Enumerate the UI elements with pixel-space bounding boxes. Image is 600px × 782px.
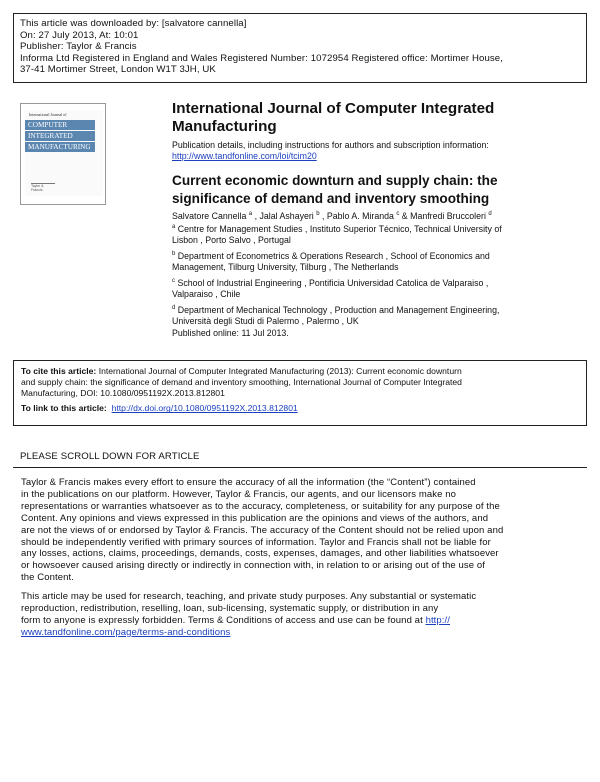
terms-link[interactable]: http:// <box>425 614 451 626</box>
affiliation-text: Centre for Management Studies , Instituto Superior Técnico, Technical University of <box>177 224 502 234</box>
affiliation-text: Valparaiso , Chile <box>172 289 241 300</box>
article-title-line: significance of demand and inventory smoothing <box>172 191 490 206</box>
citation-text: Manufacturing, DOI: 10.1080/0951192X.2013.812801 <box>21 387 225 398</box>
journal-url-link[interactable]: http://www.tandfonline.com/loi/tcim20 <box>172 151 317 161</box>
affiliation-text: Department of Econometrics & Operations Research , School of Economics and <box>177 251 490 261</box>
journal-title <box>172 100 572 136</box>
download-notice-line: Publisher: Taylor & Francis <box>20 41 137 53</box>
download-notice-line: 37-41 Mortimer Street, London W1T 3JH, UK <box>20 64 216 76</box>
affiliation-text: Università degli Studi di Palermo , Palermo , UK <box>172 316 359 327</box>
disclaimer-paragraph <box>21 591 581 639</box>
author-separator: & <box>399 211 411 221</box>
link-label: To link to this article: <box>21 403 107 414</box>
affiliation-mark: c <box>172 278 175 284</box>
author-name: Jalal Ashayeri <box>259 211 314 221</box>
affiliation <box>172 305 572 339</box>
affiliation-text: Management, Tilburg University, Tilburg , The Netherlands <box>172 262 399 273</box>
author-affiliation-mark: d <box>488 211 492 217</box>
download-notice-line: On: 27 July 2013, At: 10:01 <box>20 29 139 41</box>
download-notice-box <box>13 13 587 83</box>
author-affiliation-mark: c <box>396 211 400 217</box>
disclaimer-line: the Content. <box>21 572 74 584</box>
affiliation-text: Department of Mechanical Technology , Production and Management Engineering, <box>177 305 500 315</box>
affiliation-text: School of Industrial Engineering , Pontificia Universidad Catolica de Valparaiso , <box>177 278 489 288</box>
disclaimer-line: This article may be used for research, teaching, and private study purposes. Any substantial or systematic <box>21 591 477 602</box>
download-notice-line: Informa Ltd Registered in England and Wales Registered Number: 1072954 Registered office: Mortimer House, <box>20 52 503 64</box>
published-date: Published online: 11 Jul 2013. <box>172 327 289 338</box>
affiliation <box>172 251 572 274</box>
cover-title-bar <box>25 142 95 152</box>
citation-box <box>13 360 587 426</box>
author-affiliation-mark: b <box>316 211 320 217</box>
disclaimer-line: should be independently verified with primary sources of information. Taylor and Francis shall not be liable for <box>21 536 491 548</box>
journal-cover-image <box>20 103 106 205</box>
affiliation <box>172 224 572 247</box>
author-separator: , <box>252 211 260 221</box>
cover-publisher-logo: Taylor & Francis <box>31 183 55 190</box>
disclaimer-paragraph <box>21 477 581 584</box>
author-separator: , <box>319 211 327 221</box>
affiliation-mark: a <box>172 224 176 230</box>
disclaimer-line: Content. Any opinions and views expressed in this publication are the opinions and views of the authors, and <box>21 512 489 524</box>
author-name: Salvatore Cannella <box>172 211 247 221</box>
affiliation <box>172 278 572 301</box>
journal-title-line: Manufacturing <box>172 118 277 135</box>
terms-link[interactable]: www.tandfonline.com/page/terms-and-conditions <box>21 626 231 638</box>
cite-label: To cite this article: <box>21 366 97 376</box>
article-title-line: Current economic downturn and supply chain: the <box>172 173 498 188</box>
disclaimer-line: in the publications on our platform. However, Taylor & Francis, our agents, and our licensors make no <box>21 488 457 500</box>
article-title <box>172 172 582 208</box>
download-notice-line: This article was downloaded by: [salvatore cannella] <box>20 18 247 29</box>
cover-small-text: International Journal of <box>29 112 67 117</box>
affiliation-text: Lisbon , Porto Salvo , Portugal <box>172 235 291 246</box>
author-name: Pablo A. Miranda <box>326 211 394 221</box>
author-list <box>172 211 492 222</box>
cover-word: COMPUTER <box>28 121 68 129</box>
citation-text: International Journal of Computer Integrated Manufacturing (2013): Current economic downturn <box>98 366 462 376</box>
divider <box>13 467 587 468</box>
affiliation-mark: b <box>172 251 176 257</box>
cover-word: INTEGRATED <box>28 132 73 140</box>
cover-page <box>25 110 103 196</box>
disclaimer-line: representations or warranties whatsoever as to the accuracy, completeness, or suitability for any purpose of the <box>21 500 500 512</box>
scroll-notice: PLEASE SCROLL DOWN FOR ARTICLE <box>20 451 200 462</box>
publication-details-text: Publication details, including instructions for authors and subscription information: <box>172 140 489 150</box>
disclaimer-line: Taylor & Francis makes every effort to ensure the accuracy of all the information (the “Content”) contained <box>21 477 476 488</box>
cover-title-bar <box>25 120 95 130</box>
disclaimer-line: form to anyone is expressly forbidden. Terms & Conditions of access and use can be found at <box>21 614 423 626</box>
cover-word: MANUFACTURING <box>28 143 91 151</box>
author-name: Manfredi Bruccoleri <box>410 211 486 221</box>
disclaimer-line: or howsoever caused arising directly or indirectly in connection with, in relation to or arising out of the use of <box>21 560 485 572</box>
affiliation-mark: d <box>172 305 176 311</box>
journal-title-line: International Journal of Computer Integrated <box>172 100 495 117</box>
disclaimer-line: reproduction, redistribution, reselling, loan, sub-licensing, systematic supply, or distribution in any <box>21 602 439 614</box>
publication-details <box>172 140 489 162</box>
disclaimer-line: any losses, actions, claims, proceedings, demands, costs, expenses, damages, and other liabilities whatsoever <box>21 548 499 560</box>
doi-link[interactable]: http://dx.doi.org/10.1080/0951192X.2013.812801 <box>111 403 298 414</box>
disclaimer-line: are not the views of or endorsed by Taylor & Francis. The accuracy of the Content should not be relied upon and <box>21 524 504 536</box>
author-affiliation-mark: a <box>248 211 253 217</box>
citation-text: and supply chain: the significance of demand and inventory smoothing, International Journal of Computer Integrated <box>21 376 462 387</box>
cover-title-bar <box>25 131 95 141</box>
